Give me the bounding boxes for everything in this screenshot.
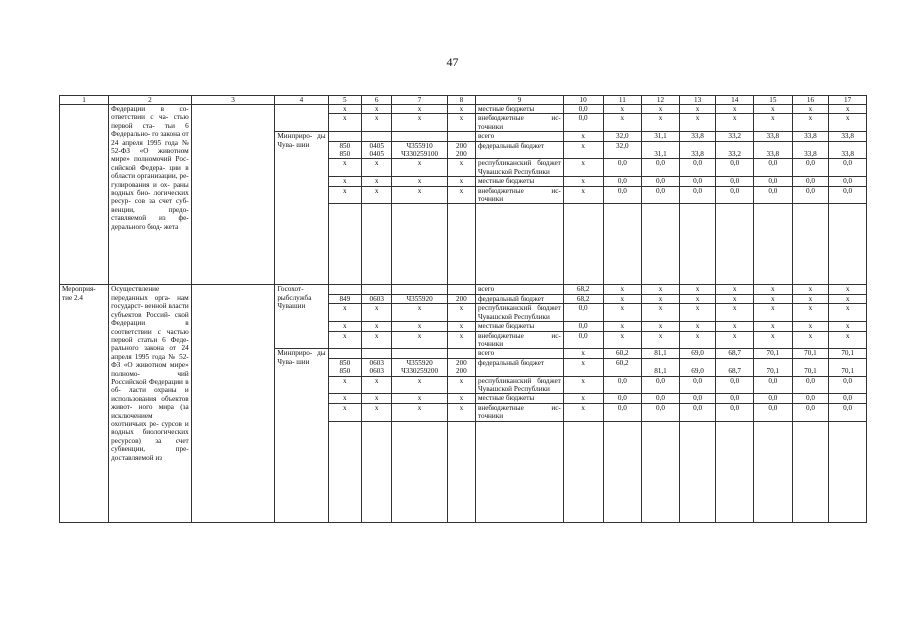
table-cell: 81,1 [642,349,680,358]
table-cell: всего [475,132,563,141]
table-cell [392,285,447,294]
table-cell: 0,0 [563,304,603,322]
table-cell: x [792,304,829,322]
table-cell: x [679,285,716,294]
table-cell: 68,2 [563,285,603,294]
table-cell: x [362,304,392,322]
table-cell: x [603,304,642,322]
table-cell: x [447,114,475,132]
table-cell: x [328,322,361,331]
table-cell: 0,0 [829,403,867,421]
column-header: 11 [603,96,642,105]
table-cell: 60,2 [603,358,642,376]
table-cell: x [603,294,642,303]
table-cell: Ч355920 [392,294,447,303]
table-cell: 200 [447,294,475,303]
table-cell: x [563,132,603,141]
table-cell: 70,1 [792,358,829,376]
table-cell: x [563,403,603,421]
cell-col3 [191,105,275,285]
table-cell: x [392,105,447,114]
table-cell [792,204,829,285]
table-cell: x [792,331,829,349]
table-cell: x [563,159,603,177]
table-cell: 32,0 [603,141,642,159]
executor-cell: Госохот- рыбслужба Чувашии [275,285,328,349]
column-header: 3 [191,96,275,105]
table-cell [392,132,447,141]
table-cell: x [716,322,754,331]
cell-col3 [191,285,275,522]
table-cell: x [328,114,361,132]
table-cell: x [642,114,680,132]
table-cell [328,132,361,141]
table-cell: 31,1 [642,132,680,141]
table-cell: республиканский бюджет Чувашской Республики [475,376,563,394]
table-cell: 81,1 [642,358,680,376]
table-cell: 33,8 [679,141,716,159]
table-cell: x [754,294,793,303]
table-cell [362,204,392,285]
column-header: 15 [754,96,793,105]
table-cell: x [447,186,475,204]
table-cell: 0,0 [754,394,793,403]
table-cell: 0,0 [642,403,680,421]
table-cell: x [328,159,361,177]
table-cell: 60,2 [603,349,642,358]
table-cell: 850 850 [328,141,361,159]
table-cell: x [392,376,447,394]
table-cell: x [328,105,361,114]
table-cell: x [754,304,793,322]
table-cell: x [328,304,361,322]
table-cell: x [563,394,603,403]
table-cell [362,132,392,141]
table-cell: внебюджетные ис- точники [475,331,563,349]
column-header: 9 [475,96,563,105]
table-cell: x [362,403,392,421]
table-cell: x [328,331,361,349]
table-cell: x [716,304,754,322]
table-cell: x [754,331,793,349]
table-cell: x [716,331,754,349]
table-cell: 0,0 [563,322,603,331]
column-header: 14 [716,96,754,105]
table-cell [829,421,867,522]
table-cell: x [447,159,475,177]
table-cell: x [563,186,603,204]
table-cell: x [563,141,603,159]
table-cell: 0,0 [679,403,716,421]
table-cell: 200 200 [447,141,475,159]
table-cell: x [754,105,793,114]
table-cell: x [829,285,867,294]
table-cell [642,421,680,522]
header-row [60,96,867,105]
table-cell: x [447,105,475,114]
table-cell: 0,0 [642,376,680,394]
table-cell: 68,7 [716,358,754,376]
table-cell: x [362,159,392,177]
table-cell [475,421,563,522]
table-cell: x [392,186,447,204]
table-cell [603,421,642,522]
table-cell: 0,0 [829,177,867,186]
table-cell: x [792,294,829,303]
table-cell: 0,0 [603,376,642,394]
table-cell: республиканский бюджет Чувашской Республики [475,304,563,322]
table-cell [362,285,392,294]
column-header: 6 [362,96,392,105]
table-cell [447,285,475,294]
table-cell: 0,0 [829,376,867,394]
column-header: 4 [275,96,328,105]
table-cell: 0,0 [716,376,754,394]
table-cell [447,421,475,522]
table-cell: x [792,322,829,331]
table-cell [392,349,447,358]
table-cell: 70,1 [829,358,867,376]
table-cell: x [447,331,475,349]
description-cell: Осуществление переданных орга- нам государст- венной власти субъектов Россий- ской Федерации в соответствии с частью первой статьи 6 Феде- рального закона от 24 апреля 1995 года № 52- ФЗ «О животном мире» полномо- чий Российской Федерации в об- ласти охраны и использования объектов живот- ного мира (за исключением охотничьих ре- сурсов и водных биологических ресурсов) за счет субвенции, пре- доставляемой из [109,285,192,522]
table-cell: 0,0 [829,186,867,204]
table-cell: x [829,105,867,114]
table-cell: x [328,177,361,186]
table-cell [716,204,754,285]
table-cell: 0,0 [792,177,829,186]
column-header: 1 [60,96,109,105]
table-cell: x [603,285,642,294]
table-cell: x [392,177,447,186]
table-cell [679,204,716,285]
table-cell: x [603,105,642,114]
table-cell: x [642,105,680,114]
table-cell: x [362,394,392,403]
column-header: 5 [328,96,361,105]
table-cell: x [642,285,680,294]
table-cell [392,204,447,285]
table-cell [716,421,754,522]
table-cell: 0,0 [792,159,829,177]
table-cell: x [563,177,603,186]
table-cell: x [392,322,447,331]
table-cell: x [829,322,867,331]
table-cell [603,204,642,285]
table-cell: 33,8 [792,132,829,141]
table-cell [754,204,793,285]
table-cell: x [829,304,867,322]
table-cell: x [362,105,392,114]
table-cell: x [563,358,603,376]
table-cell: 70,1 [754,349,793,358]
table-cell: 0,0 [603,394,642,403]
table-cell: 200 200 [447,358,475,376]
table-cell: 33,8 [829,132,867,141]
table-cell: 32,0 [603,132,642,141]
table-cell: 0,0 [679,159,716,177]
table-cell [642,204,680,285]
table-cell: x [362,177,392,186]
table-cell: 0,0 [754,186,793,204]
table-cell: x [829,331,867,349]
table-row [60,105,867,114]
column-header: 17 [829,96,867,105]
table-cell: x [679,114,716,132]
table-cell [328,204,361,285]
table-cell [475,204,563,285]
executor-cell: Минприро- ды Чува- шии [275,349,328,522]
table-cell: 0,0 [829,394,867,403]
table-cell [362,421,392,522]
table-cell: x [392,304,447,322]
table-cell: 0,0 [792,186,829,204]
table-cell: 0,0 [679,177,716,186]
column-header: 8 [447,96,475,105]
table-cell: x [754,285,793,294]
table-cell: Ч355910 Ч330259100 [392,141,447,159]
table-cell: 0,0 [754,177,793,186]
table-cell: 0603 [362,294,392,303]
table-cell: x [679,322,716,331]
table-cell: x [447,403,475,421]
table-cell: x [642,331,680,349]
table-cell: 70,1 [792,349,829,358]
table-cell: x [792,105,829,114]
table-cell: x [603,114,642,132]
table-cell: x [829,114,867,132]
table-cell: 0,0 [679,394,716,403]
table-cell: x [392,394,447,403]
table-cell: 33,8 [829,141,867,159]
table-cell: 0,0 [716,403,754,421]
table-cell [563,204,603,285]
table-cell [447,204,475,285]
table-cell: внебюджетные ис- точники [475,114,563,132]
table-cell: x [447,376,475,394]
table-cell: 33,2 [716,132,754,141]
column-header: 13 [679,96,716,105]
table-cell: x [792,114,829,132]
table-cell: 849 [328,294,361,303]
table-cell: 0,0 [754,376,793,394]
table-cell [392,421,447,522]
executor-cell [275,105,328,132]
table-cell: 0,0 [642,177,680,186]
column-header: 7 [392,96,447,105]
table-cell [829,204,867,285]
table-cell: x [716,294,754,303]
table-cell: 0,0 [679,376,716,394]
table-cell: x [642,304,680,322]
table-cell: x [447,177,475,186]
table-cell: x [642,322,680,331]
description-cell: Федерации в со- ответствии с ча- стью первой ста- тьи 6 Федерально- го закона от 24 апреля 1995 года № 52-ФЗ «О животном мире» полномочий Рос- сийской Федера- ции в области организации, ре- гулирования и ох- раны водных био- логических ресур- сов за счет суб- венции, предо- ставляемой из фе- дерального бюд- жета [109,105,192,285]
table-cell: местные бюджеты [475,322,563,331]
table-cell: x [392,331,447,349]
table-cell: x [392,114,447,132]
table-cell: x [328,394,361,403]
table-cell: x [716,105,754,114]
table-cell [328,285,361,294]
table-cell: x [328,186,361,204]
table-cell [447,132,475,141]
table-cell: x [362,322,392,331]
table-cell: x [603,331,642,349]
executor-cell: Минприро- ды Чува- шии [275,132,328,285]
table-cell: x [642,294,680,303]
table-cell: x [447,394,475,403]
table-cell: x [716,285,754,294]
table-cell: x [603,322,642,331]
table-cell: x [447,304,475,322]
table-cell: x [328,403,361,421]
table-cell: 0603 0603 [362,358,392,376]
table-cell: Ч355920 Ч330259200 [392,358,447,376]
table-cell [328,349,361,358]
table-cell: 0,0 [563,105,603,114]
table-cell [362,349,392,358]
table-cell: внебюджетные ис- точники [475,403,563,421]
budget-table [59,95,867,523]
table-cell: x [447,322,475,331]
table-cell: 0405 0405 [362,141,392,159]
table-cell [328,421,361,522]
table-cell: 0,0 [603,186,642,204]
table-cell: 0,0 [792,403,829,421]
table-cell: 0,0 [679,186,716,204]
table-cell: 0,0 [563,331,603,349]
table-cell: 0,0 [603,403,642,421]
table-cell: x [829,294,867,303]
table-cell: федеральный бюджет [475,358,563,376]
table-cell: x [679,105,716,114]
column-header: 2 [109,96,192,105]
table-cell: всего [475,285,563,294]
table-cell: x [392,403,447,421]
table-cell [754,421,793,522]
table-cell: 0,0 [642,186,680,204]
table-cell: федеральный бюджет [475,294,563,303]
table-cell: x [754,322,793,331]
table-cell: местные бюджеты [475,394,563,403]
table-cell: x [679,294,716,303]
table-cell: x [679,331,716,349]
table-cell: 68,7 [716,349,754,358]
table-cell: 0,0 [716,186,754,204]
table-cell: 0,0 [754,403,793,421]
table-cell: x [362,114,392,132]
table-cell: 0,0 [642,159,680,177]
table-cell: 850 850 [328,358,361,376]
table-cell: местные бюджеты [475,177,563,186]
table-cell: 70,1 [754,358,793,376]
table-cell [792,421,829,522]
table-cell: x [716,114,754,132]
table-cell: x [792,285,829,294]
table-cell: x [563,349,603,358]
table-cell: x [362,331,392,349]
measure-cell: Мероприя- тие 2.4 [60,285,109,522]
column-header: 12 [642,96,680,105]
column-header: 10 [563,96,603,105]
table-cell: 33,8 [754,141,793,159]
page-number: 47 [446,55,459,69]
table-cell [447,349,475,358]
table-cell: местные бюджеты [475,105,563,114]
table-cell: 0,0 [792,376,829,394]
table-cell: 70,1 [829,349,867,358]
table-row [60,285,867,294]
table-cell: 0,0 [603,159,642,177]
table-cell: 69,0 [679,349,716,358]
table-cell: 0,0 [716,177,754,186]
table-cell [563,421,603,522]
table-cell: 69,0 [679,358,716,376]
table-cell: 0,0 [716,394,754,403]
column-header: 16 [792,96,829,105]
table-cell: x [679,304,716,322]
table-cell: 0,0 [563,114,603,132]
table-cell: 0,0 [642,394,680,403]
table-cell: 0,0 [716,159,754,177]
table-cell: 33,8 [754,132,793,141]
table-cell: 0,0 [603,177,642,186]
table-cell: 33,2 [716,141,754,159]
table-cell: всего [475,349,563,358]
table-cell: 0,0 [754,159,793,177]
table-cell: x [754,114,793,132]
table-cell: республиканский бюджет Чувашской Республики [475,159,563,177]
table-cell: x [392,159,447,177]
table-cell: 33,8 [679,132,716,141]
table-cell: 68,2 [563,294,603,303]
table-cell: внебюджетные ис- точники [475,186,563,204]
table-cell: 0,0 [829,159,867,177]
cell-col1 [60,105,109,285]
table-cell: x [563,376,603,394]
table-cell: 0,0 [792,394,829,403]
table-cell: федеральный бюджет [475,141,563,159]
table-cell [679,421,716,522]
table-cell: x [362,376,392,394]
table-cell: 33,8 [792,141,829,159]
table-cell: x [362,186,392,204]
table-cell: 31,1 [642,141,680,159]
table-cell: x [328,376,361,394]
